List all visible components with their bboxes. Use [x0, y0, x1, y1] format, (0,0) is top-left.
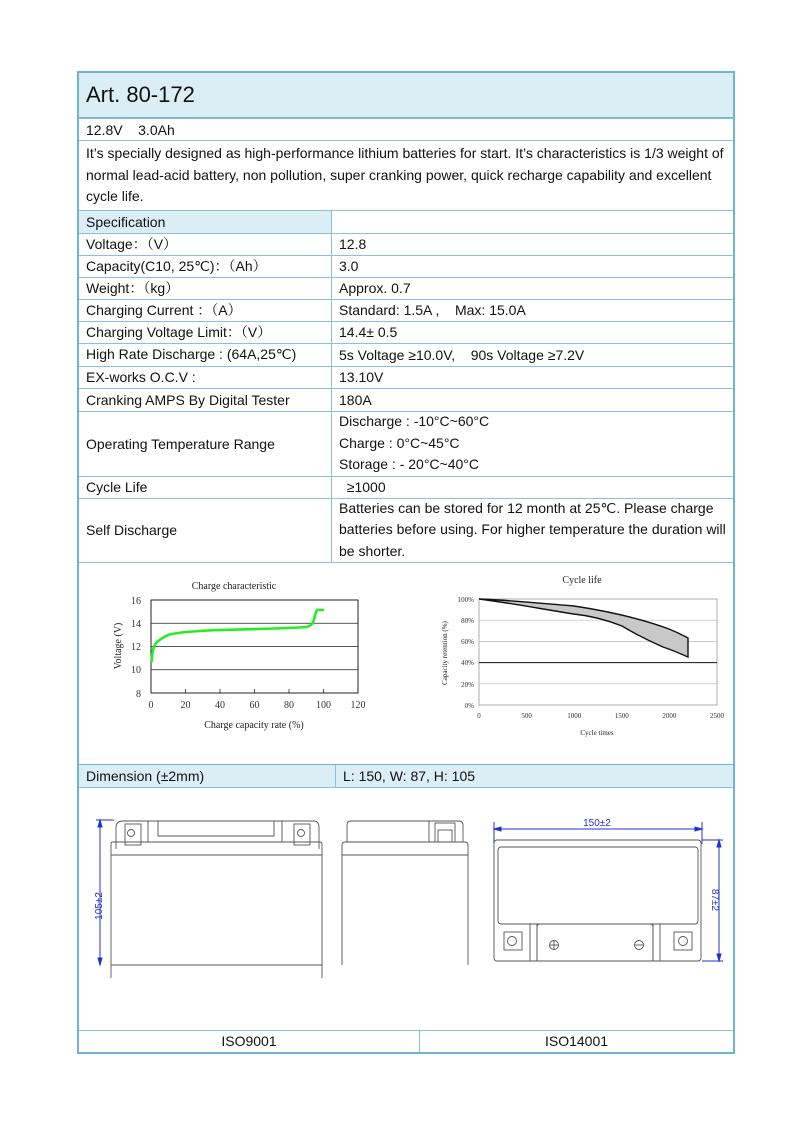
y-tick: 60%: [461, 637, 474, 646]
temperature-discharge: Discharge : -10°C~60°C: [339, 413, 490, 430]
side-view-drawing: [339, 808, 469, 978]
y-tick: 14: [131, 618, 141, 630]
spec-label: Voltage：（V）: [79, 234, 332, 255]
y-tick: 100%: [457, 595, 474, 604]
y-tick: 0%: [464, 701, 474, 710]
dimension-drawings: [79, 787, 733, 1030]
length-dimension-label: 150±2: [583, 817, 611, 829]
x-tick: 2000: [662, 711, 677, 720]
x-tick: 100: [316, 699, 331, 711]
product-rating: 12.8V 3.0Ah: [86, 121, 175, 138]
spec-value: 180A: [339, 391, 372, 408]
temperature-storage: Storage : - 20°C~40°C: [339, 456, 479, 473]
x-tick: 20: [180, 699, 191, 711]
spec-value: Batteries can be stored for 12 month at 25℃. Please charge batteries before using. For higher temperature the duration will be shorter.: [339, 499, 726, 559]
charge-characteristic-chart: [99, 573, 399, 753]
y-tick: 12: [131, 641, 141, 653]
product-description: It’s specially designed as high-performance lithium batteries for start. It’s characteristics is 1/3 weight of normal lead-acid battery, non pollution, super cranking power, quick recharge capability and excellent cycle life.: [86, 145, 724, 204]
charts-section: [79, 562, 733, 764]
x-tick: 1000: [567, 711, 582, 720]
y-tick: 40%: [461, 658, 474, 667]
spec-label: Charging Voltage Limit：（V）: [79, 322, 332, 343]
spec-value: ≥1000: [339, 479, 386, 495]
spec-label: Self Discharge: [79, 499, 332, 562]
top-view-drawing: [482, 808, 732, 978]
certification-iso9001: ISO9001: [79, 1031, 420, 1052]
y-axis-label: Capacity retention (%): [441, 620, 449, 685]
width-dimension-label: 87±2: [709, 888, 720, 911]
x-tick: 500: [521, 711, 532, 720]
chart-title: Charge characteristic: [191, 580, 277, 592]
spec-value: 12.8: [339, 236, 367, 252]
spec-value: 14.4± 0.5: [339, 324, 398, 340]
x-tick: 40: [215, 699, 225, 711]
dimension-value: L: 150, W: 87, H: 105: [336, 765, 733, 787]
y-tick: 20%: [461, 680, 474, 689]
x-tick: 120: [350, 699, 366, 711]
y-tick: 16: [131, 595, 141, 607]
spec-heading-value: [332, 211, 733, 233]
front-view-drawing: [82, 808, 332, 978]
x-tick: 2500: [710, 711, 724, 720]
spec-value: 3.0: [339, 258, 359, 274]
x-tick: 60: [249, 699, 260, 711]
spec-label: Cranking AMPS By Digital Tester: [79, 389, 332, 411]
spec-label: Capacity(C10, 25℃)：（Ah）: [79, 256, 332, 277]
temperature-values: [332, 412, 733, 476]
height-dimension-label: 105±2: [94, 891, 105, 920]
spec-label: Charging Current ：（A）: [79, 300, 332, 321]
x-axis-label: Charge capacity rate (%): [204, 719, 304, 731]
spec-value: 13.10V: [339, 369, 384, 385]
datasheet: [77, 71, 735, 1054]
spec-value: 5s Voltage ≥10.0V, 90s Voltage ≥7.2V: [339, 346, 585, 363]
temperature-charge: Charge : 0°C~45°C: [339, 434, 460, 451]
x-tick: 0: [477, 711, 481, 720]
x-tick: 0: [148, 699, 154, 711]
y-tick: 80%: [461, 616, 474, 625]
spec-label: Operating Temperature Range: [79, 412, 332, 476]
dimension-label: Dimension (±2mm): [79, 765, 336, 787]
y-axis-label: Voltage (V): [113, 622, 124, 669]
spec-value: Standard: 1.5A , Max: 15.0A: [339, 302, 526, 318]
y-tick: 10: [131, 664, 141, 676]
x-axis-label: Cycle times: [580, 728, 614, 737]
chart-title: Cycle life: [562, 574, 602, 586]
y-tick: 8: [136, 688, 141, 700]
spec-value: Approx. 0.7: [339, 280, 411, 296]
cycle-life-chart: [427, 569, 732, 749]
product-title: Art. 80-172: [79, 73, 733, 118]
spec-label: High Rate Discharge : (64A,25℃): [79, 344, 332, 366]
spec-label: Weight：（kg）: [79, 278, 332, 299]
spec-label: Cycle Life: [79, 477, 332, 498]
certification-iso14001: ISO14001: [544, 1033, 609, 1049]
x-tick: 80: [284, 699, 294, 711]
spec-label: EX-works O.C.V :: [79, 367, 332, 388]
spec-heading: Specification: [79, 211, 332, 233]
x-tick: 1500: [614, 711, 629, 720]
